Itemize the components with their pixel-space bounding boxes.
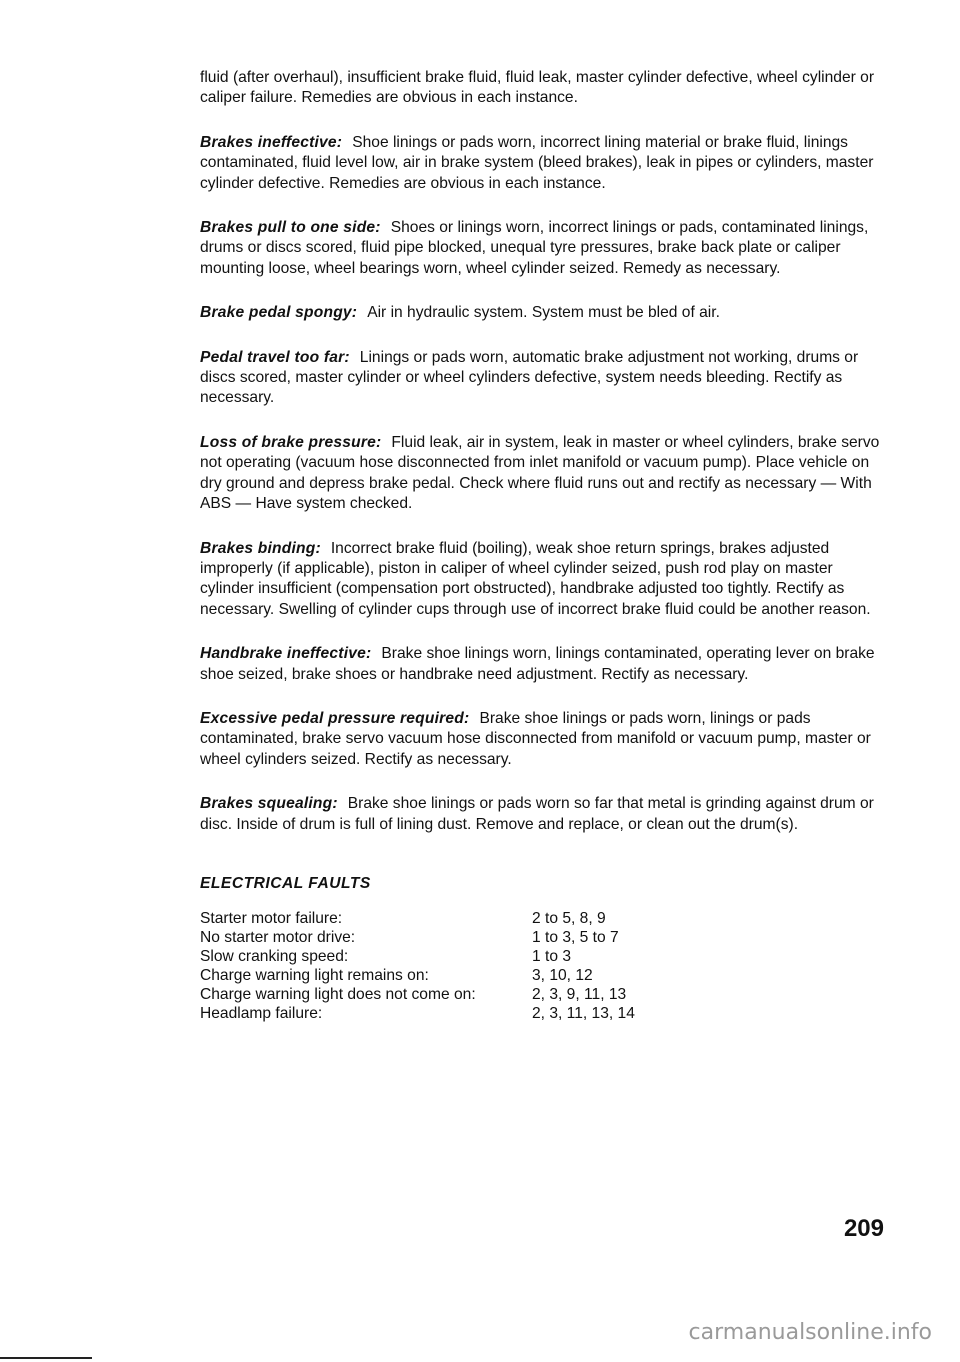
intro-paragraph: fluid (after overhaul), insufficient brake fluid, fluid leak, master cylinder defective, wheel cylinder or caliper failure. Remedies are obvious in each instance. (200, 69, 875, 107)
page-body (200, 68, 885, 1023)
fault-label: Charge warning light does not come on: (200, 985, 476, 1003)
entry-term: Brake pedal spongy: (200, 304, 358, 322)
entry-loss-pressure (200, 433, 885, 515)
entry-brakes-ineffective (200, 133, 885, 194)
entry-text: Brake shoe linings or pads worn so far that metal is grinding against drum or disc. Inside of drum is full of lining dust. Remove and replace, or clean out the drum(s). (200, 795, 874, 833)
entry-text: Linings or pads worn, automatic brake adjustment not working, drums or discs scored, master cylinder or wheel cylinders defective, system needs bleeding. Rectify as necessary. (200, 348, 859, 407)
entry-term: Brakes squealing: (200, 795, 338, 813)
table-row (200, 928, 635, 947)
footer-divider (0, 1357, 92, 1359)
entry-text: Shoes or linings worn, incorrect linings or pads, contaminated linings, drums or discs scored, fluid pipe blocked, unequal tyre pressures, brake back plate or caliper mounting loose, wheel bearings worn, wheel cylinder seized. Remedy as necessary. (200, 219, 869, 277)
entry-text: Fluid leak, air in system, leak in master or wheel cylinders, brake servo not operating (vacuum hose disconnected from inlet manifold or vacuum pump). Place vehicle on dry ground and depress brake pedal. Check where fluid runs out and rectify as necessary — With ABS — Have system checked. (200, 433, 880, 513)
entry-brakes-squealing (200, 794, 885, 835)
table-row (200, 966, 635, 985)
entry-term: Handbrake ineffective: (200, 645, 372, 663)
entry-term: Pedal travel too far: (200, 348, 350, 366)
electrical-faults-table (200, 909, 635, 1023)
fault-label: Headlamp failure: (200, 1004, 323, 1022)
entry-brakes-pull (200, 218, 885, 279)
entry-handbrake (200, 644, 885, 685)
table-row (200, 947, 635, 966)
entry-text: Brake shoe linings or pads worn, linings or pads contaminated, brake servo vacuum hose disconnected from manifold or vacuum pump, master or wheel cylinders seized. Rectify as necessary. (200, 709, 871, 768)
entry-text: Air in hydraulic system. System must be bled of air. (367, 304, 720, 322)
page-number: 209 (843, 1215, 884, 1242)
fault-refs: 2 to 5, 8, 9 (532, 909, 606, 927)
table-row (200, 1004, 635, 1023)
entry-term: Brakes binding: (200, 539, 321, 557)
fault-label: Starter motor failure: (200, 909, 343, 927)
entry-text: Shoe linings or pads worn, incorrect lining material or brake fluid, linings contaminated, fluid level low, air in brake system (bleed brakes), leak in pipes or cylinders, master cylinder defective. Remedies are obvious in each instance. (200, 133, 874, 192)
fault-label: No starter motor drive: (200, 928, 356, 946)
fault-refs: 2, 3, 9, 11, 13 (532, 985, 627, 1003)
entry-brakes-binding (200, 539, 885, 621)
entry-term: Brakes pull to one side: (200, 219, 381, 237)
fault-refs: 1 to 3 (532, 947, 572, 965)
entry-text: Incorrect brake fluid (boiling), weak shoe return springs, brakes adjusted improperly (if applicable), piston in caliper of wheel cylinder seized, push rod play on master cylinder insufficient (compensation port obstructed), handbrake adjusted too tightly. Rectify as necessary. Swelling of cylinder cups through use of incorrect brake fluid could be another reason. (200, 539, 871, 618)
table-row (200, 909, 635, 928)
fault-refs: 3, 10, 12 (532, 966, 593, 984)
entry-text: Brake shoe linings worn, linings contaminated, operating lever on brake shoe seized, brake shoes or handbrake need adjustment. Rectify as necessary. (200, 645, 875, 683)
fault-refs: 2, 3, 11, 13, 14 (532, 1004, 635, 1022)
entry-pedal-spongy (200, 303, 885, 323)
fault-refs: 1 to 3, 5 to 7 (532, 928, 619, 946)
entry-pedal-travel (200, 348, 885, 409)
fault-label: Charge warning light remains on: (200, 966, 429, 984)
watermark-text: carmanualsonline.info (688, 1320, 932, 1345)
entry-term: Brakes ineffective: (200, 133, 343, 151)
section-title-electrical: ELECTRICAL FAULTS (200, 874, 371, 892)
fault-label: Slow cranking speed: (200, 947, 349, 965)
entry-term: Excessive pedal pressure required: (200, 709, 470, 727)
table-row (200, 985, 635, 1004)
entry-term: Loss of brake pressure: (200, 433, 382, 451)
entry-excessive-pressure (200, 709, 885, 770)
